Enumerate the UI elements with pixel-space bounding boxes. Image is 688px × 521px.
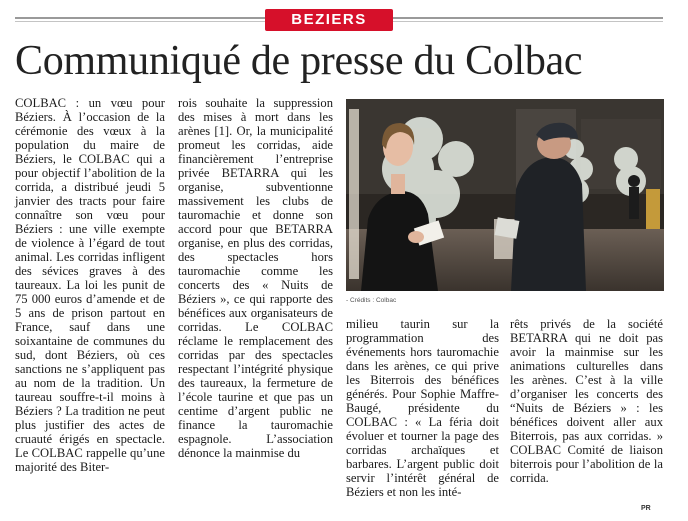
column-1-text: COLBAC : un vœu pour Béziers. À l’occasion de la cérémonie des vœux à la population du maire de Béziers, le COLBAC qui a pour objectif l’abolition de la corrida, a distribué jeudi 5 janvier des tracts pour faire connaître son vœu pour Béziers : une ville exempte de violence à l’égard de tout animal. Les corridas infligent des sévices graves à des taureaux. La loi les punit de 75 000 euros d’amende et de 5 ans de prison partout en France, sauf dans une soixantaine de communes du sud, dont Béziers, où ces sanctions ne s’appliquent pas au nom de la tradition. Un taureau souffre-t-il moins à Béziers ? La tradition ne peut plus justifier des actes de cruauté érigés en spectacle. Le COLBAC rappelle qu’une majorité des Biter- — [15, 96, 165, 474]
photo-credit: - Crédits : Colbac — [346, 297, 397, 304]
section-tag: BEZIERS — [265, 9, 393, 31]
article-column-2 — [178, 96, 333, 460]
column-3-text: milieu taurin sur la programmation des événements hors tauromachie dans les arènes, ce qui prive les Biterrois des bénéfices générés. Pour Sophie Maffre-Baugé, présidente du COLBAC : « La féria doit évoluer et tourner la page des corridas archaïques et barbares. L’argent public doit servir l’intérêt général de Béziers et non les inté- — [346, 317, 499, 499]
article-photo — [346, 99, 664, 291]
column-2-text: rois souhaite la suppression des mises à mort dans les arènes [1]. Or, la municipalité promeut les corridas, aide financièrement l’entreprise privée BETARRA qui les organise, subventionne massivement les clubs de tauromachie et donne son accord pour que BETARRA organise, en plus des corridas, des spectacles hors tauromachie comme les concerts des « Nuits de Béziers », ce qui rapporte des bénéfices aux organisateurs de corridas. Le COLBAC réclame le remplacement des corridas par des spectacles respectant l’intégrité physique des taureaux, la fermeture de l’école taurine et que pas un centime d’argent public ne finance la tauromachie espagnole. L’association dénonce la mainmise du — [178, 96, 333, 460]
article-column-4 — [510, 317, 663, 485]
author-signature: PR — [641, 505, 651, 512]
column-4-text: rêts privés de la société BETARRA qui ne doit pas avoir la mainmise sur les animations culturelles dans les arènes. C’est à la ville d’organiser les concerts des “Nuits de Béziers » : les bénéfices doivent aller aux Biterrois, pas aux corridas. » COLBAC Comité de liaison biterrois pour l’abolition de la corrida. — [510, 317, 663, 485]
photo-illustration — [346, 99, 664, 291]
headline: Communiqué de presse du Colbac — [15, 38, 583, 84]
article-column-1 — [15, 96, 165, 474]
article-column-3 — [346, 317, 499, 499]
